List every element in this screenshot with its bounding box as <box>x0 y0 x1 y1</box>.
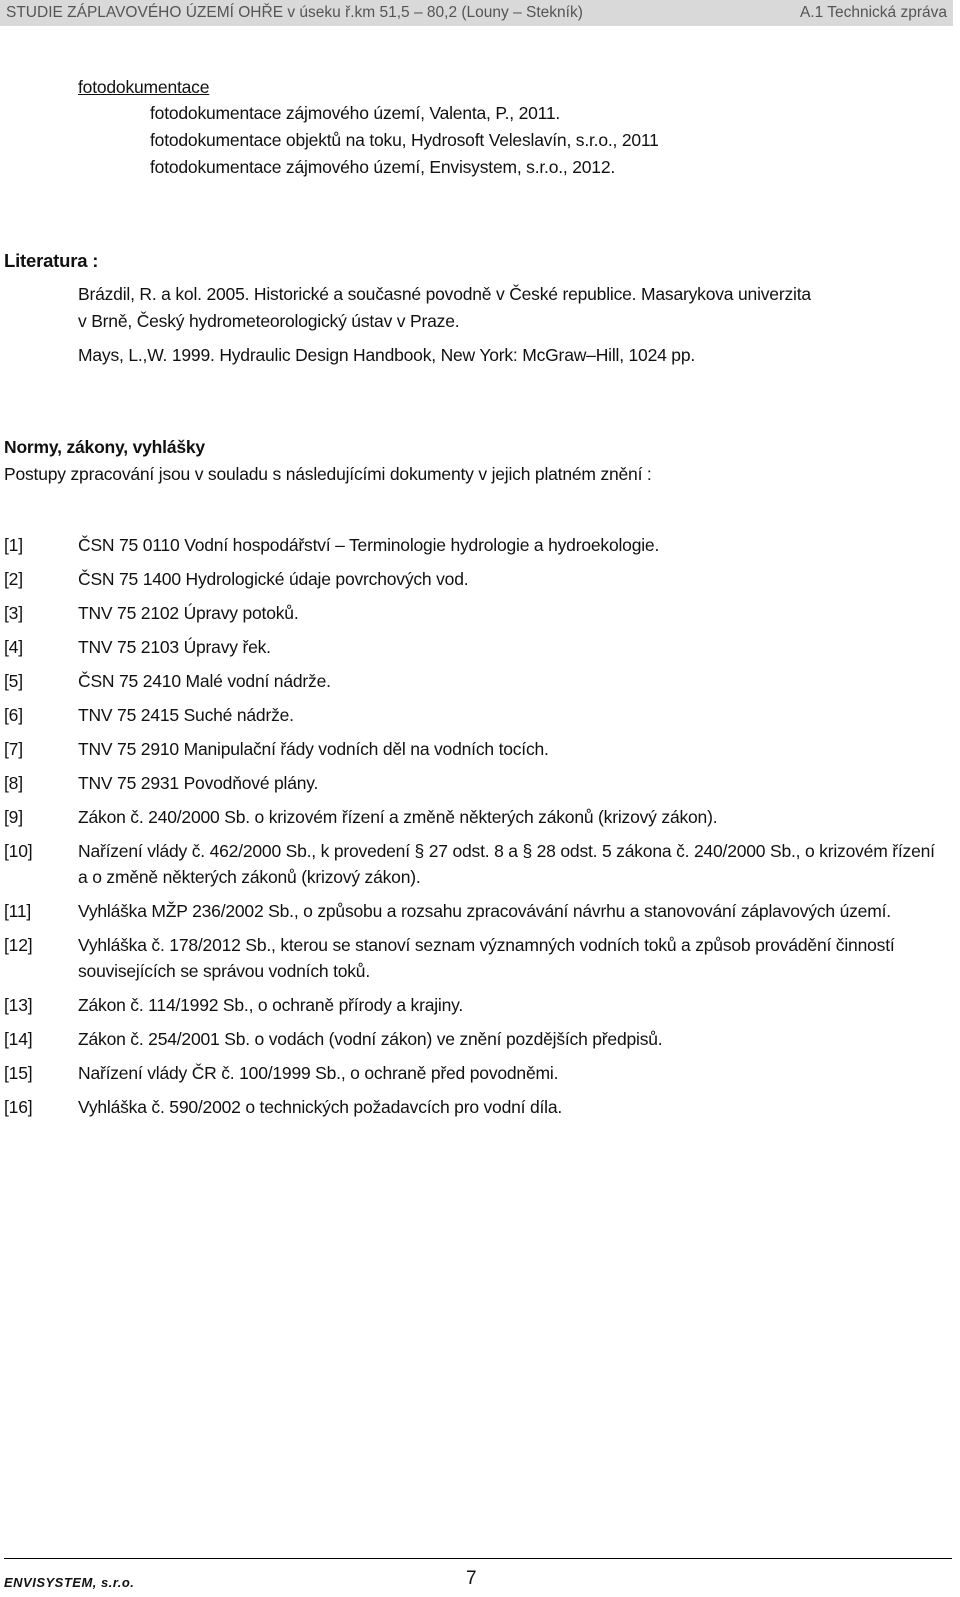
ref-text: Zákon č. 114/1992 Sb., o ochraně přírody a krajiny. <box>78 995 464 1015</box>
list-item <box>0 736 953 762</box>
ref-text: TNV 75 2103 Úpravy řek. <box>78 637 271 657</box>
ref-number: [2] <box>4 569 23 589</box>
ref-number: [15] <box>4 1063 33 1083</box>
ref-number: [11] <box>4 901 32 921</box>
ref-text: ČSN 75 1400 Hydrologické údaje povrchových vod. <box>78 569 469 589</box>
literature-entry: Mays, L.,W. 1999. Hydraulic Design Handbook, New York: McGraw–Hill, 1024 pp. <box>78 345 696 365</box>
list-item <box>0 1026 953 1052</box>
norms-heading: Normy, zákony, vyhlášky <box>4 437 205 457</box>
ref-text: TNV 75 2910 Manipulační řády vodních děl na vodních tocích. <box>78 739 549 759</box>
list-item <box>0 702 953 728</box>
reference-list <box>0 532 953 1128</box>
ref-text: ČSN 75 2410 Malé vodní nádrže. <box>78 671 331 691</box>
ref-number: [13] <box>4 995 33 1015</box>
photo-item: fotodokumentace objektů na toku, Hydrosoft Veleslavín, s.r.o., 2011 <box>150 130 659 150</box>
list-item <box>0 992 953 1018</box>
header-title: STUDIE ZÁPLAVOVÉHO ÚZEMÍ OHŘE v úseku ř.km 51,5 – 80,2 (Louny – Stekník) <box>6 4 583 21</box>
ref-text: Vyhláška MŽP 236/2002 Sb., o způsobu a rozsahu zpracovávání návrhu a stanovování záplavových území. <box>78 901 891 921</box>
list-item <box>0 1060 953 1086</box>
ref-text: TNV 75 2931 Povodňové plány. <box>78 773 319 793</box>
list-item <box>0 634 953 660</box>
photo-item: fotodokumentace zájmového území, Valenta, P., 2011. <box>150 103 561 123</box>
ref-number: [14] <box>4 1029 33 1049</box>
header-section: A.1 Technická zpráva <box>799 4 947 21</box>
list-item <box>0 532 953 558</box>
ref-number: [16] <box>4 1097 33 1117</box>
list-item <box>0 932 953 984</box>
literature-entry: Brázdil, R. a kol. 2005. Historické a současné povodně v České republice. Masarykova univerzita <box>78 284 811 304</box>
page-number: 7 <box>466 1568 477 1589</box>
list-item <box>0 838 953 890</box>
list-item <box>0 566 953 592</box>
page-header <box>0 0 953 26</box>
list-item <box>0 600 953 626</box>
list-item <box>0 804 953 830</box>
literature-entry-cont: v Brně, Český hydrometeorologický ústav v Praze. <box>78 311 460 331</box>
ref-text: TNV 75 2415 Suché nádrže. <box>78 705 294 725</box>
photo-heading: fotodokumentace <box>78 77 210 97</box>
ref-text: ČSN 75 0110 Vodní hospodářství – Terminologie hydrologie a hydroekologie. <box>78 535 660 555</box>
footer-brand: ENVISYSTEM, s.r.o. <box>4 1575 135 1590</box>
list-item <box>0 1094 953 1120</box>
ref-text: Vyhláška č. 590/2002 o technických požadavcích pro vodní díla. <box>78 1097 563 1117</box>
literature-heading: Literatura : <box>4 250 99 271</box>
ref-number: [12] <box>4 935 33 955</box>
ref-text: TNV 75 2102 Úpravy potoků. <box>78 603 299 623</box>
ref-number: [8] <box>4 773 23 793</box>
ref-number: [9] <box>4 807 23 827</box>
ref-text: Nařízení vlády ČR č. 100/1999 Sb., o ochraně před povodněmi. <box>78 1063 559 1083</box>
ref-text: Nařízení vlády č. 462/2000 Sb., k provedení § 27 odst. 8 a § 28 odst. 5 zákona č. 240/2000 Sb., o krizovém řízení a o změně některých zákonů (krizový zákon). <box>78 841 935 887</box>
ref-text: Zákon č. 254/2001 Sb. o vodách (vodní zákon) ve znění pozdějších předpisů. <box>78 1029 663 1049</box>
ref-number: [5] <box>4 671 23 691</box>
photo-item: fotodokumentace zájmového území, Envisystem, s.r.o., 2012. <box>150 157 616 177</box>
ref-text: Vyhláška č. 178/2012 Sb., kterou se stanoví seznam významných vodních toků a způsob provádění činností souvisejících se správou vodních toků. <box>78 935 895 981</box>
footer-divider <box>4 1558 952 1559</box>
ref-number: [3] <box>4 603 23 623</box>
ref-number: [4] <box>4 637 23 657</box>
ref-text: Zákon č. 240/2000 Sb. o krizovém řízení a změně některých zákonů (krizový zákon). <box>78 807 718 827</box>
ref-number: [10] <box>4 841 33 861</box>
norms-intro: Postupy zpracování jsou v souladu s následujícími dokumenty v jejich platném znění : <box>4 464 652 484</box>
list-item <box>0 770 953 796</box>
list-item <box>0 668 953 694</box>
ref-number: [1] <box>4 535 23 555</box>
ref-number: [6] <box>4 705 23 725</box>
ref-number: [7] <box>4 739 23 759</box>
list-item <box>0 898 953 924</box>
